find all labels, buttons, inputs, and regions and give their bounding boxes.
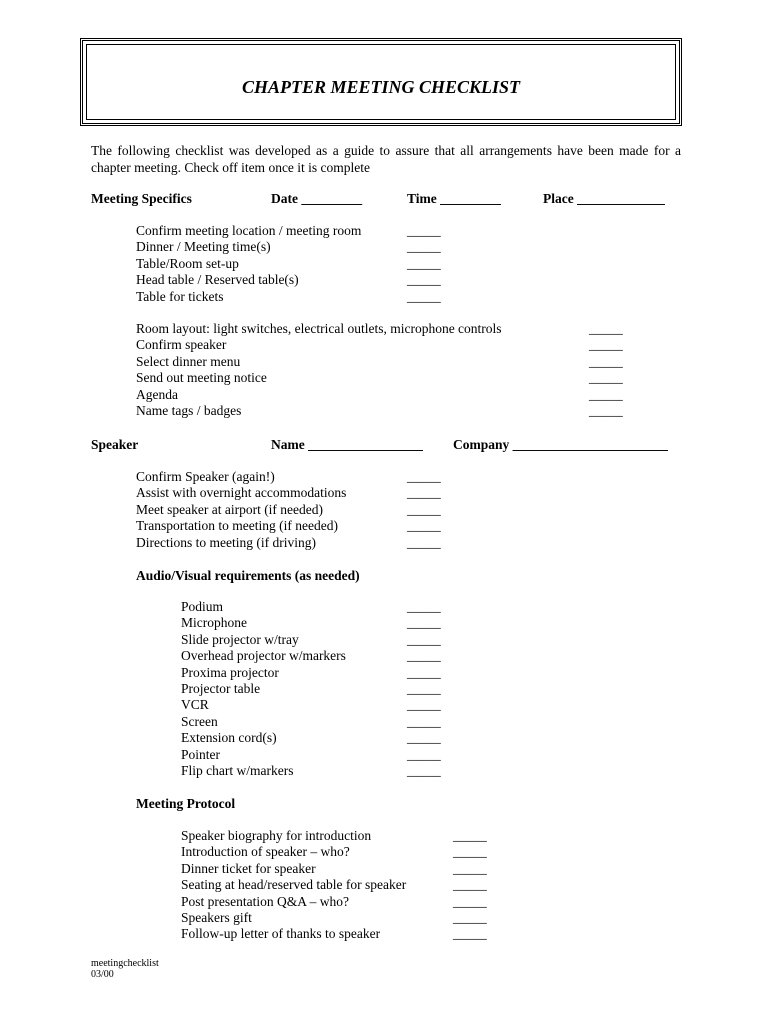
checklist-item: Dinner / Meeting time(s) — [136, 239, 271, 255]
checklist-item: Confirm Speaker (again!) — [136, 469, 275, 484]
checkoff-blank[interactable]: _____ — [407, 501, 441, 517]
checkoff-blank[interactable]: _____ — [589, 321, 623, 336]
checklist-item: Projector table — [181, 680, 261, 696]
protocol-heading: Meeting Protocol — [136, 796, 236, 811]
checkoff-blank[interactable]: _____ — [407, 746, 441, 762]
checkoff-blank[interactable]: _____ — [453, 926, 487, 942]
specifics-list-1 — [136, 223, 361, 305]
checklist-item: Directions to meeting (if driving) — [136, 534, 316, 550]
checkoff-blank[interactable]: _____ — [453, 828, 487, 843]
checkoff-blank[interactable]: _____ — [407, 680, 441, 696]
checkoff-blank[interactable]: _____ — [589, 402, 623, 418]
checklist-item: Pointer — [181, 746, 220, 762]
checklist-item: Head table / Reserved table(s) — [136, 272, 299, 288]
checklist-item: Send out meeting notice — [136, 370, 267, 386]
meeting-specifics-heading: Meeting Specifics — [91, 191, 192, 206]
time-field: Time _________ — [407, 191, 501, 206]
checklist-item: VCR — [181, 697, 209, 713]
checklist-item: Screen — [181, 713, 218, 729]
checklist-item: Table for tickets — [136, 288, 224, 304]
page-title: CHAPTER MEETING CHECKLIST — [241, 77, 521, 97]
checklist-item: Speakers gift — [181, 909, 252, 925]
checklist-item: Meet speaker at airport (if needed) — [136, 501, 324, 517]
checkoff-blank[interactable]: _____ — [407, 599, 441, 614]
checkoff-blank[interactable]: _____ — [453, 893, 487, 909]
checklist-item: Overhead projector w/markers — [181, 648, 346, 664]
checkoff-blank[interactable]: _____ — [407, 697, 441, 713]
checklist-item: Seating at head/reserved table for speaker — [181, 877, 407, 893]
av-heading: Audio/Visual requirements (as needed) — [136, 568, 360, 583]
checklist-item: Extension cord(s) — [181, 730, 277, 746]
place-field: Place _____________ — [543, 191, 665, 206]
checkoff-blank[interactable]: _____ — [407, 518, 441, 534]
checklist-item: Select dinner menu — [136, 353, 241, 369]
protocol-blanks — [453, 828, 487, 943]
checkoff-blank[interactable]: _____ — [453, 860, 487, 876]
speaker-list — [136, 469, 346, 551]
specifics-blanks-2 — [589, 321, 623, 419]
checkoff-blank[interactable]: _____ — [453, 877, 487, 893]
checkoff-blank[interactable]: _____ — [453, 909, 487, 925]
checklist-item: Confirm meeting location / meeting room — [136, 223, 362, 238]
checkoff-blank[interactable]: _____ — [407, 255, 441, 271]
checklist-item: Post presentation Q&A – who? — [181, 893, 349, 909]
checkoff-blank[interactable]: _____ — [407, 615, 441, 631]
checklist-item: Microphone — [181, 615, 247, 631]
title-box — [80, 38, 682, 126]
checklist-item: Agenda — [136, 386, 178, 402]
checkoff-blank[interactable]: _____ — [407, 534, 441, 550]
checkoff-blank[interactable]: _____ — [407, 631, 441, 647]
checkoff-blank[interactable]: _____ — [407, 648, 441, 664]
checklist-item: Podium — [181, 599, 224, 614]
specifics-blanks-1 — [407, 223, 441, 305]
checkoff-blank[interactable]: _____ — [407, 762, 441, 778]
footer-doc-name: meetingchecklist — [91, 958, 159, 969]
speaker-blanks — [407, 469, 441, 551]
checkoff-blank[interactable]: _____ — [589, 337, 623, 353]
checkoff-blank[interactable]: _____ — [407, 730, 441, 746]
checkoff-blank[interactable]: _____ — [407, 469, 441, 484]
speaker-company-field: Company _______________________ — [453, 437, 668, 452]
checklist-item: Name tags / badges — [136, 402, 242, 418]
checkoff-blank[interactable]: _____ — [407, 485, 441, 501]
intro-paragraph: The following checklist was developed as a guide to assure that all arrangements have been made for a chapter meeting. Check off item once it is complete — [91, 143, 681, 175]
checklist-item: Confirm speaker — [136, 337, 227, 353]
checkoff-blank[interactable]: _____ — [407, 288, 441, 304]
checkoff-blank[interactable]: _____ — [589, 386, 623, 402]
checklist-item: Transportation to meeting (if needed) — [136, 518, 338, 534]
checklist-item: Introduction of speaker – who? — [181, 844, 350, 860]
checklist-item: Flip chart w/markers — [181, 762, 294, 778]
av-blanks — [407, 599, 441, 779]
checkoff-blank[interactable]: _____ — [407, 272, 441, 288]
footer-date: 03/00 — [91, 969, 114, 980]
speaker-heading: Speaker — [91, 437, 139, 452]
checklist-item: Assist with overnight accommodations — [136, 485, 347, 501]
checklist-item: Table/Room set-up — [136, 255, 239, 271]
checklist-item: Slide projector w/tray — [181, 631, 299, 647]
checklist-item: Speaker biography for introduction — [181, 828, 372, 843]
checkoff-blank[interactable]: _____ — [453, 844, 487, 860]
checklist-item: Room layout: light switches, electrical outlets, microphone controls — [136, 321, 502, 336]
protocol-list — [181, 828, 406, 943]
footer — [91, 958, 159, 980]
checklist-item: Dinner ticket for speaker — [181, 860, 316, 876]
checkoff-blank[interactable]: _____ — [407, 713, 441, 729]
checkoff-blank[interactable]: _____ — [589, 353, 623, 369]
checklist-item: Proxima projector — [181, 664, 279, 680]
date-field: Date _________ — [271, 191, 363, 206]
av-list — [181, 599, 346, 779]
checkoff-blank[interactable]: _____ — [407, 223, 441, 238]
checklist-item: Follow-up letter of thanks to speaker — [181, 926, 381, 942]
checkoff-blank[interactable]: _____ — [407, 239, 441, 255]
checkoff-blank[interactable]: _____ — [589, 370, 623, 386]
checkoff-blank[interactable]: _____ — [407, 664, 441, 680]
specifics-list-2 — [136, 321, 502, 419]
speaker-name-field: Name _________________ — [271, 437, 423, 452]
